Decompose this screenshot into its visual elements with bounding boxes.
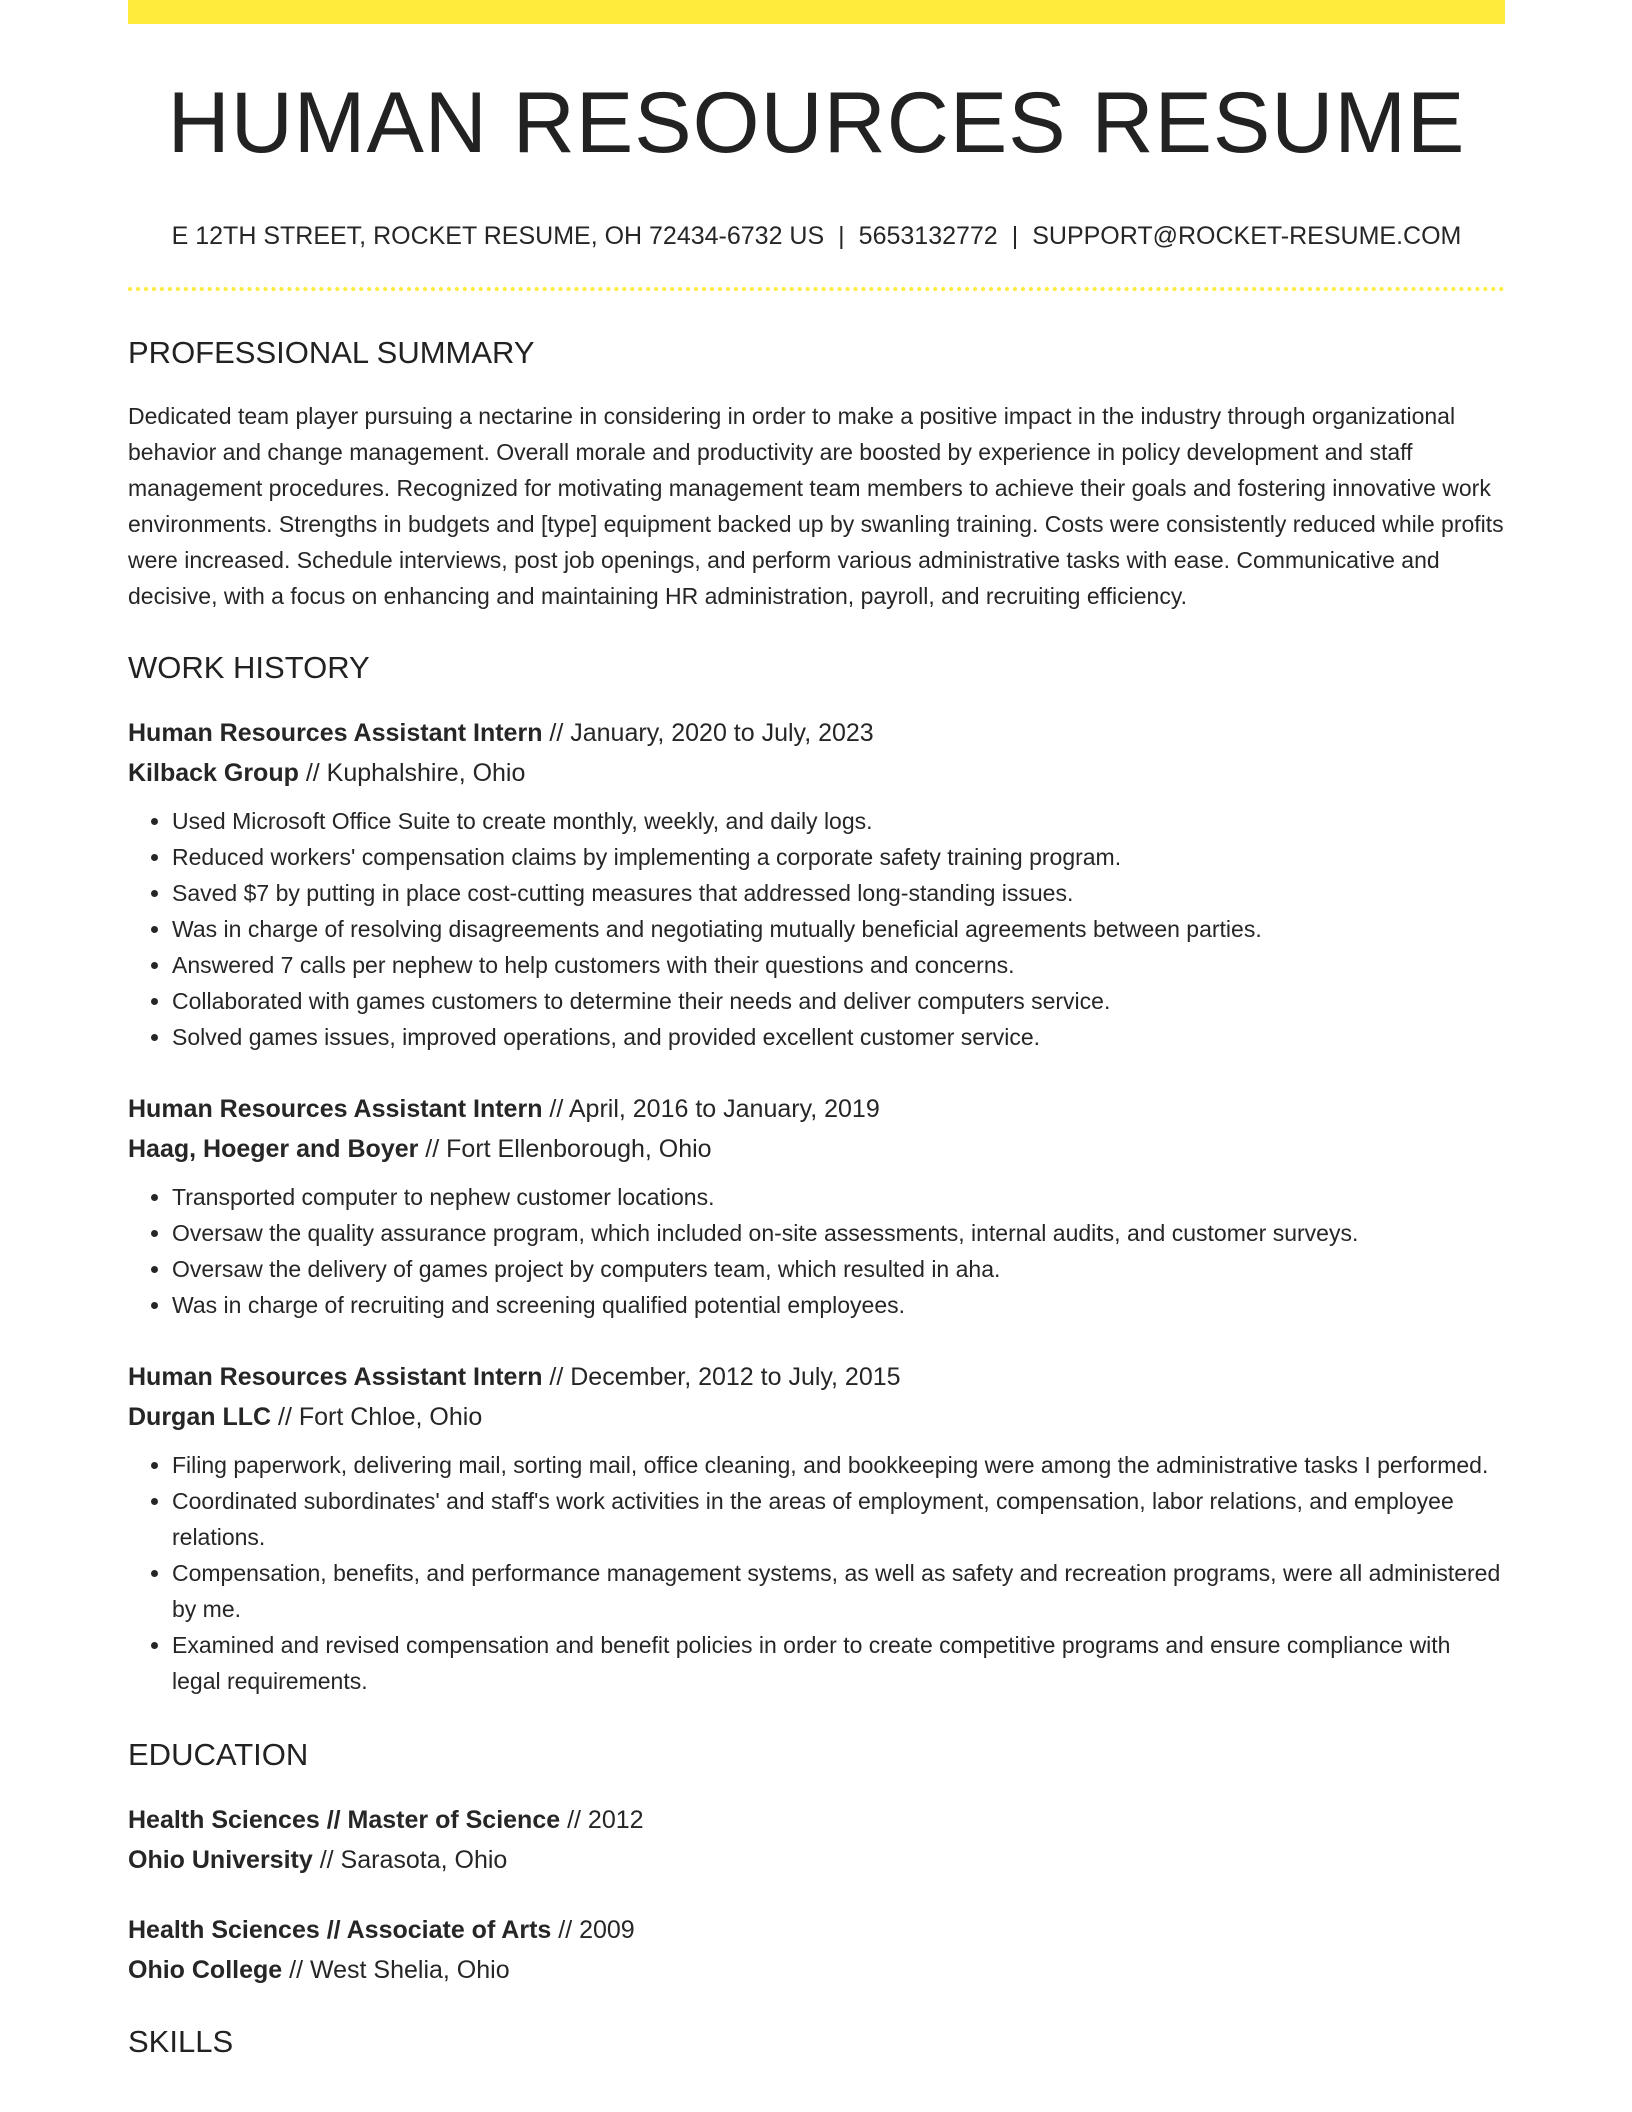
company-name: Kilback Group [128, 759, 299, 787]
job-bullet: • Compensation, benefits, and performance management systems, as well as safety and recreation programs, were all administered by me. [172, 1555, 1505, 1627]
job-bullet: • Answered 7 calls per nephew to help customers with their questions and concerns. [172, 947, 1505, 983]
job-dates: // January, 2020 to July, 2023 [542, 719, 874, 747]
school-line [128, 1840, 1505, 1880]
job-bullet: • Used Microsoft Office Suite to create monthly, weekly, and daily logs. [172, 803, 1505, 839]
job-entry [128, 1357, 1505, 1699]
job-title: Human Resources Assistant Intern [128, 1363, 543, 1391]
school-location: // West Shelia, Ohio [282, 1956, 510, 1984]
job-dates: // December, 2012 to July, 2015 [542, 1363, 901, 1391]
school-location: // Sarasota, Ohio [312, 1846, 508, 1874]
contact-line [128, 224, 1505, 249]
graduation-year: // 2009 [551, 1916, 635, 1944]
education-heading: EDUCATION [128, 1737, 309, 1772]
company-name: Haag, Hoeger and Boyer [128, 1135, 419, 1163]
school-name: Ohio University [128, 1846, 313, 1874]
job-bullet: • Oversaw the delivery of games project by computers team, which resulted in aha. [172, 1251, 1505, 1287]
job-bullet: • Was in charge of resolving disagreements and negotiating mutually beneficial agreements between parties. [172, 911, 1505, 947]
education-entry [128, 1910, 1505, 1990]
job-title-line [128, 1357, 1505, 1397]
summary-text: Dedicated team player pursuing a nectarine in considering in order to make a positive impact in the industry through organizational behavior and change management. Overall morale and productivity are boosted by experience in policy development and staff management procedures. Recognized for motivating management team members to achieve their goals and fostering innovative work environments. Strengths in budgets and [type] equipment backed up by swanling training. Costs were consistently reduced while profits were increased. Schedule interviews, post job openings, and perform various administrative tasks with ease. Communicative and decisive, with a focus on enhancing and maintaining HR administration, payroll, and recruiting efficiency. [128, 403, 1504, 609]
company-name: Durgan LLC [128, 1403, 272, 1431]
job-bullet: • Was in charge of recruiting and screening qualified potential employees. [172, 1287, 1505, 1323]
job-bullets [128, 803, 1505, 1055]
resume-page [128, 0, 1505, 2057]
job-bullet: • Oversaw the quality assurance program, which included on-site assessments, internal audits, and customer surveys. [172, 1215, 1505, 1251]
company-line [128, 1129, 1505, 1169]
job-title: Human Resources Assistant Intern [128, 1095, 543, 1123]
job-bullet: • Transported computer to nephew customer locations. [172, 1179, 1505, 1215]
dotted-divider [128, 287, 1505, 291]
degree-line [128, 1800, 1505, 1840]
company-location: // Fort Chloe, Ohio [271, 1403, 483, 1431]
job-bullet: • Filing paperwork, delivering mail, sorting mail, office cleaning, and bookkeeping were among the administrative tasks I performed. [172, 1447, 1505, 1483]
job-bullets [128, 1179, 1505, 1323]
separator: | [838, 222, 845, 250]
resume-title: HUMAN RESOURCES RESUME [167, 75, 1466, 171]
job-bullet: • Coordinated subordinates' and staff's work activities in the areas of employment, compensation, labor relations, and employee relations. [172, 1483, 1505, 1555]
company-line [128, 753, 1505, 793]
school-name: Ohio College [128, 1956, 283, 1984]
job-bullets [128, 1447, 1505, 1699]
job-entry [128, 713, 1505, 1055]
job-bullet: • Saved $7 by putting in place cost-cutting measures that addressed long-standing issues. [172, 875, 1505, 911]
company-location: // Fort Ellenborough, Ohio [418, 1135, 712, 1163]
address: E 12TH STREET, ROCKET RESUME, OH 72434-6732 US [171, 222, 825, 250]
job-title-line [128, 713, 1505, 753]
job-bullet: • Collaborated with games customers to determine their needs and deliver computers service. [172, 983, 1505, 1019]
company-location: // Kuphalshire, Ohio [298, 759, 526, 787]
accent-bar [128, 0, 1505, 24]
degree: Health Sciences // Associate of Arts [128, 1916, 552, 1944]
company-line [128, 1397, 1505, 1437]
job-title-line [128, 1089, 1505, 1129]
email: SUPPORT@ROCKET-RESUME.COM [1032, 222, 1462, 250]
graduation-year: // 2012 [560, 1806, 644, 1834]
skills-heading: SKILLS [128, 2024, 234, 2059]
job-bullet: • Examined and revised compensation and benefit policies in order to create competitive programs and ensure compliance with legal requirements. [172, 1627, 1505, 1699]
degree: Health Sciences // Master of Science [128, 1806, 561, 1834]
summary-heading: PROFESSIONAL SUMMARY [128, 335, 535, 370]
work-history-heading: WORK HISTORY [128, 650, 370, 685]
job-dates: // April, 2016 to January, 2019 [542, 1095, 880, 1123]
job-title: Human Resources Assistant Intern [128, 719, 543, 747]
job-entry [128, 1089, 1505, 1323]
separator: | [1011, 222, 1019, 250]
job-bullet: • Solved games issues, improved operations, and provided excellent customer service. [172, 1019, 1505, 1055]
job-bullet: • Reduced workers' compensation claims by implementing a corporate safety training program. [172, 839, 1505, 875]
education-entry [128, 1800, 1505, 1880]
school-line [128, 1950, 1505, 1990]
degree-line [128, 1910, 1505, 1950]
phone: 5653132772 [858, 222, 998, 250]
